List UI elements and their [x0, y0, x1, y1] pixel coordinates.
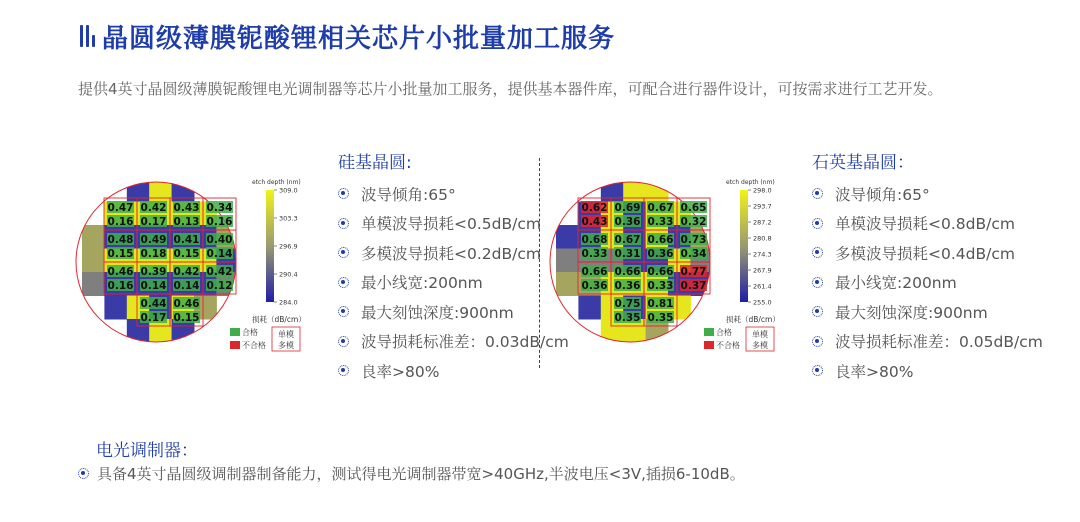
bullet-icon [812, 365, 823, 376]
colorbar-tick-label: 261.4 [753, 282, 772, 291]
bullet-icon [338, 336, 349, 347]
singlemode-loss-value: 0.14 [140, 280, 167, 292]
legend-unit: 损耗（dB/cm） [252, 315, 306, 324]
multimode-loss-value: 0.46 [173, 298, 200, 310]
colorbar-tick-label: 274.3 [753, 250, 772, 259]
multimode-loss-value: 0.34 [206, 202, 233, 214]
bullet-icon [812, 218, 823, 229]
colorbar-tick-label: 287.2 [753, 218, 772, 227]
singlemode-loss-value: 0.36 [581, 280, 608, 292]
multimode-loss-value: 0.39 [140, 266, 167, 278]
multimode-loss-value: 0.67 [647, 202, 674, 214]
multimode-loss-value: 0.68 [581, 234, 608, 246]
multimode-loss-value: 0.46 [107, 266, 134, 278]
heatmap-cell [578, 296, 601, 320]
multimode-loss-value: 0.47 [107, 202, 134, 214]
spec-item: 多模波导损耗<0.4dB/cm [812, 238, 1043, 268]
spec-item: 单模波导损耗<0.5dB/cm [338, 209, 569, 239]
spec-item: 最大刻蚀深度:900nm [812, 297, 1043, 327]
spec-item: 最小线宽:200nm [338, 268, 569, 298]
multimode-loss-value: 0.73 [680, 234, 707, 246]
singlemode-loss-value: 0.13 [173, 216, 200, 228]
spec-item: 单模波导损耗<0.8dB/cm [812, 209, 1043, 239]
modulator-heading: 电光调制器： [96, 441, 198, 461]
spec-item: 波导倾角:65° [338, 179, 569, 209]
heatmap-cell [104, 296, 127, 320]
colorbar-title: etch depth (nm) [726, 179, 775, 186]
legend-pass-swatch [230, 328, 240, 336]
spec-item: 波导损耗标准差：0.05dB/cm [812, 327, 1043, 357]
bullet-icon [338, 218, 349, 229]
colorbar [740, 190, 748, 302]
multimode-loss-value: 0.49 [140, 234, 167, 246]
bullet-icon [812, 247, 823, 258]
spec-item: 最大刻蚀深度:900nm [338, 297, 569, 327]
colorbar-tick-label: 309.0 [279, 186, 298, 195]
singlemode-loss-value: 0.17 [140, 312, 167, 324]
multimode-loss-value: 0.48 [107, 234, 134, 246]
multimode-loss-value: 0.42 [206, 266, 233, 278]
legend-fail-swatch [230, 341, 240, 349]
heatmap-cell [82, 249, 105, 273]
multimode-loss-value: 0.67 [614, 234, 641, 246]
spec-item: 良率>80% [338, 356, 569, 386]
quartz-wafer-map [548, 170, 788, 358]
bullet-icon [338, 306, 349, 317]
legend-multi-label: 多模 [278, 341, 294, 350]
section-divider [539, 158, 540, 368]
silicon-wafer-specs [338, 148, 569, 386]
multimode-loss-value: 0.41 [173, 234, 200, 246]
legend-single-label: 单模 [752, 330, 768, 339]
bullet-icon [812, 336, 823, 347]
singlemode-loss-value: 0.15 [107, 248, 134, 260]
spec-item: 波导倾角:65° [812, 179, 1043, 209]
page-title: 晶圆级薄膜铌酸锂相关芯片小批量加工服务 [102, 24, 616, 54]
spec-item: 多模波导损耗<0.2dB/cm [338, 238, 569, 268]
singlemode-loss-value: 0.34 [680, 248, 707, 260]
legend-fail-label: 不合格 [242, 341, 266, 350]
colorbar-tick-label: 290.4 [279, 270, 298, 279]
spec-item: 波导损耗标准差：0.03dB/cm [338, 327, 569, 357]
silicon-wafer-map [74, 170, 314, 358]
singlemode-loss-value: 0.17 [140, 216, 167, 228]
singlemode-loss-value: 0.14 [173, 280, 200, 292]
title-bars-icon [80, 25, 96, 47]
singlemode-loss-value: 0.16 [206, 216, 233, 228]
multimode-loss-value: 0.43 [173, 202, 200, 214]
singlemode-loss-value: 0.43 [581, 216, 608, 228]
silicon-wafer-heading: 硅基晶圆: [338, 153, 412, 173]
legend-fail-swatch [704, 341, 714, 349]
singlemode-loss-value: 0.33 [647, 280, 674, 292]
colorbar-tick-label: 298.0 [753, 186, 772, 195]
legend-pass-label: 合格 [242, 328, 258, 337]
singlemode-loss-value: 0.15 [173, 312, 200, 324]
singlemode-loss-value: 0.33 [581, 248, 608, 260]
heatmap-cell [82, 272, 105, 296]
quartz-wafer-specs [812, 148, 1043, 386]
page-description: 提供4英寸晶圆级薄膜铌酸锂电光调制器等芯片小批量加工服务，提供基本器件库，可配合进行器件设计，可按需求进行工艺开发。 [78, 80, 943, 98]
singlemode-loss-value: 0.12 [206, 280, 233, 292]
colorbar-tick-label: 293.7 [753, 202, 772, 211]
bullet-icon [338, 277, 349, 288]
multimode-loss-value: 0.42 [140, 202, 167, 214]
bullet-icon [338, 247, 349, 258]
multimode-loss-value: 0.44 [140, 298, 167, 310]
multimode-loss-value: 0.62 [581, 202, 608, 214]
singlemode-loss-value: 0.35 [614, 312, 641, 324]
singlemode-loss-value: 0.18 [140, 248, 167, 260]
multimode-loss-value: 0.66 [647, 266, 674, 278]
bullet-icon [812, 277, 823, 288]
colorbar-tick-label: 267.9 [753, 266, 772, 275]
heatmap-cell [82, 225, 105, 249]
multimode-loss-value: 0.65 [680, 202, 707, 214]
modulator-item: 具备4英寸晶圆级调制器制备能力，测试得电光调制器带宽>40GHz,半波电压<3V,插损6-10dB。 [78, 463, 745, 484]
spec-item: 最小线宽:200nm [812, 268, 1043, 298]
colorbar-tick-label: 280.8 [753, 234, 772, 243]
legend-pass-label: 合格 [716, 328, 732, 337]
multimode-loss-value: 0.66 [614, 266, 641, 278]
singlemode-loss-value: 0.15 [173, 248, 200, 260]
bullet-icon [338, 188, 349, 199]
multimode-loss-value: 0.40 [206, 234, 233, 246]
singlemode-loss-value: 0.36 [614, 216, 641, 228]
singlemode-loss-value: 0.37 [680, 280, 707, 292]
singlemode-loss-value: 0.36 [614, 280, 641, 292]
singlemode-loss-value: 0.16 [107, 216, 134, 228]
legend-multi-label: 多模 [752, 341, 768, 350]
singlemode-loss-value: 0.16 [107, 280, 134, 292]
bullet-icon [78, 468, 89, 479]
legend-pass-swatch [704, 328, 714, 336]
legend-fail-label: 不合格 [716, 341, 740, 350]
singlemode-loss-value: 0.31 [614, 248, 641, 260]
colorbar-title: etch depth (nm) [252, 179, 301, 186]
multimode-loss-value: 0.66 [581, 266, 608, 278]
spec-item: 良率>80% [812, 356, 1043, 386]
legend-unit: 损耗（dB/cm） [726, 315, 780, 324]
singlemode-loss-value: 0.36 [647, 248, 674, 260]
singlemode-loss-value: 0.33 [647, 216, 674, 228]
multimode-loss-value: 0.77 [680, 266, 707, 278]
multimode-loss-value: 0.69 [614, 202, 641, 214]
colorbar-tick-label: 296.9 [279, 242, 298, 251]
multimode-loss-value: 0.75 [614, 298, 641, 310]
colorbar-tick-label: 284.0 [279, 298, 298, 307]
colorbar [266, 190, 274, 302]
colorbar-tick-label: 255.0 [753, 298, 772, 307]
singlemode-loss-value: 0.35 [647, 312, 674, 324]
singlemode-loss-value: 0.32 [680, 216, 707, 228]
bullet-icon [812, 306, 823, 317]
quartz-wafer-heading: 石英基晶圆： [812, 153, 914, 173]
multimode-loss-value: 0.66 [647, 234, 674, 246]
multimode-loss-value: 0.81 [647, 298, 674, 310]
bullet-icon [338, 365, 349, 376]
colorbar-tick-label: 303.3 [279, 214, 298, 223]
bullet-icon [812, 188, 823, 199]
legend-single-label: 单模 [278, 330, 294, 339]
singlemode-loss-value: 0.14 [206, 248, 233, 260]
multimode-loss-value: 0.42 [173, 266, 200, 278]
